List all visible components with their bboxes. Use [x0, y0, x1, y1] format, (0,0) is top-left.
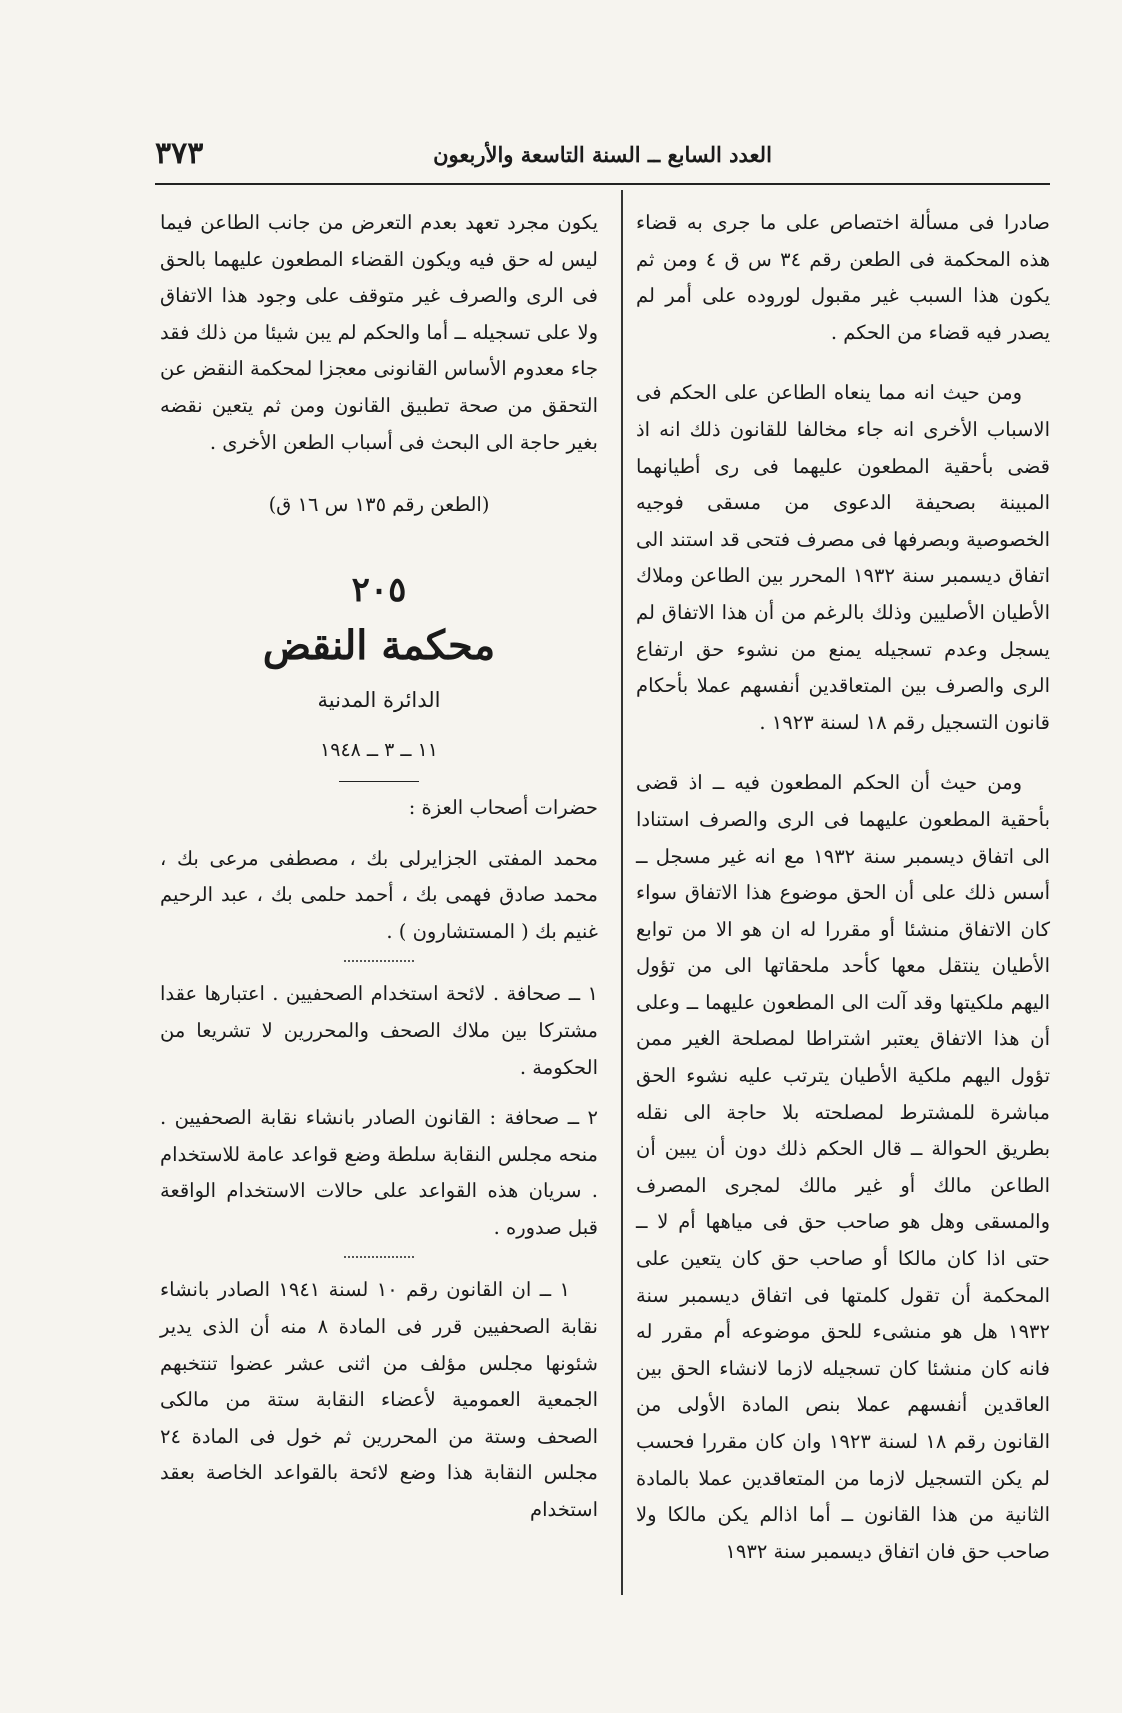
headnote-1: ١ ــ صحافة . لائحة استخدام الصحفيين . اعتبارها عقدا مشتركا بين ملاك الصحف والمحررين لا تشريعا من الحكومة .: [160, 982, 598, 1079]
left-continuation: يكون مجرد تعهد بعدم التعرض من جانب الطاعن فيما ليس له حق فيه ويكون القضاء المطعون عليهما بالحق فى الرى والصرف غير متوقف على وجود هذا الاتفاق ولا على تسجيله ــ أما والحكم لم يبن شيئا من ذلك فقد جاء معدوم الأساس القانونى معجزا لمحكمة النقض عن التحقق من صحة تطبيق القانون ومن ثم يتعين نقضه بغير حاجة الى البحث فى أسباب الطعن الأخرى .: [160, 211, 598, 454]
right-paragraph-2: ومن حيث انه مما ينعاه الطاعن على الحكم فى الاسباب الأخرى انه جاء مخالفا للقانون ذلك انه اذ قضى بأحقية المطعون عليهما فى رى أطيانهما المبينة بصحيفة الدعوى من مسقى فوجيه الخصوصية وبصرفها فى مصرف فتحى قد استند الى اتفاق ديسمبر سنة ١٩٣٢ المحرر بين الطاعن وملاك الأطيان الأصليين وذلك بالرغم من أن هذا الاتفاق لم يسجل وعدم تسجيله يمنع من نشوء حق ارتفاع الرى والصرف بين المتعاقدين أنفسهم عملا بأحكام قانون التسجيل رقم ١٨ لسنة ١٩٢٣ .: [636, 381, 1050, 734]
header-rule: [155, 183, 1050, 185]
journal-issue-title: العدد السابع ــ السنة التاسعة والأربعون: [433, 142, 772, 167]
left-column: [160, 205, 598, 1529]
case-date: ١١ ــ ٣ ــ ١٩٤٨: [320, 739, 438, 762]
right-paragraph-3: ومن حيث أن الحكم المطعون فيه ــ اذ قضى بأحقية المطعون عليهما فى الرى والصرف استنادا الى اتفاق ديسمبر سنة ١٩٣٢ مع انه غير مسجل ــ أسس ذلك على أن الحق موضوع هذا الاتفاق سواء كان الاتفاق منشئا أو مقررا له ان هو الا من توابع الأطيان ينتقل معها كأحد ملحقاتها الى من تؤول اليهم ملكيتها وقد آلت الى المطعون عليهما ــ وعلى أن هذا الاتفاق يعتبر اشتراطا لمصلحة الغير ممن تؤول اليهم ملكية الأطيان يترتب عليه نشوء الحق مباشرة للمشترط لمصلحته بلا حاجة الى نقله بطريق الحوالة ــ قال الحكم ذلك دون أن يبين أن الطاعن مالك أو غير مالك لمجرى المصرف والمسقى وهل هو صاحب حق فى مياهها أم لا ــ حتى اذا كان مالكا أو صاحب حق كان يتعين على المحكمة أن تقول كلمتها فى اتفاق ديسمبر سنة ١٩٣٢ هل هو منشىء للحق موضوعه أم مقرر له فانه كان منشئا كان تسجيله لازما لانشاء الحق بين العاقدين أنفسهم عملا بنص المادة الأولى من القانون رقم ١٨ لسنة ١٩٢٣ وان كان مقررا فحسب لم يكن التسجيل لازما من المتعاقدين عملا بالمادة الثانية من هذا القانون ــ أما اذالم يكن مالكا ولا صاحب حق فان اتفاق ديسمبر سنة ١٩٣٢: [636, 771, 1050, 1563]
headnote-2: ٢ ــ صحافة : القانون الصادر بانشاء نقابة الصحفيين . منحه مجلس النقابة سلطة وضع قواعد عامة للاستخدام . سريان هذه القواعد على حالات الاستخدام الواقعة قبل صدوره .: [160, 1106, 598, 1239]
page-number: ٣٧٣: [155, 136, 204, 171]
body-paragraph-1: ١ ــ ان القانون رقم ١٠ لسنة ١٩٤١ الصادر بانشاء نقابة الصحفيين قرر فى المادة ٨ منه أن الذى يدير شئونها مجلس مؤلف من اثنى عشر عضوا تنتخبهم الجمعية العمومية لأعضاء النقابة ستة من مالكى الصحف وستة من المحررين ثم خول فى المادة ٢٤ مجلس النقابة هذا وضع لائحة بالقواعد الخاصة بعقد استخدام: [160, 1278, 598, 1522]
page-header: [155, 138, 1050, 182]
court-name: محكمة النقض: [262, 621, 496, 669]
right-column: [636, 205, 1050, 1570]
case-number: ٢٠٥: [351, 569, 407, 610]
dotted-separator-2: [344, 1256, 414, 1258]
court-circuit: الدائرة المدنية: [317, 687, 441, 712]
judges-list: محمد المفتى الجزايرلى بك ، مصطفى مرعى بك ، محمد صادق فهمى بك ، أحمد حلمى بك ، عبد الرحيم غنيم بك ( المستشارون ) .: [160, 846, 598, 943]
column-divider: [621, 190, 623, 1595]
section-rule: [339, 781, 419, 782]
right-paragraph-1: صادرا فى مسألة اختصاص على ما جرى به قضاء هذه المحكمة فى الطعن رقم ٣٤ س ق ٤ ومن ثم يكون هذا السبب غير مقبول لوروده على أمر لم يصدر فيه قضاء من الحكم .: [636, 211, 1051, 344]
dotted-separator-1: [344, 960, 414, 962]
case-citation: (الطعن رقم ١٣٥ س ١٦ ق): [268, 493, 490, 517]
judges-intro: حضرات أصحاب العزة :: [408, 795, 598, 819]
